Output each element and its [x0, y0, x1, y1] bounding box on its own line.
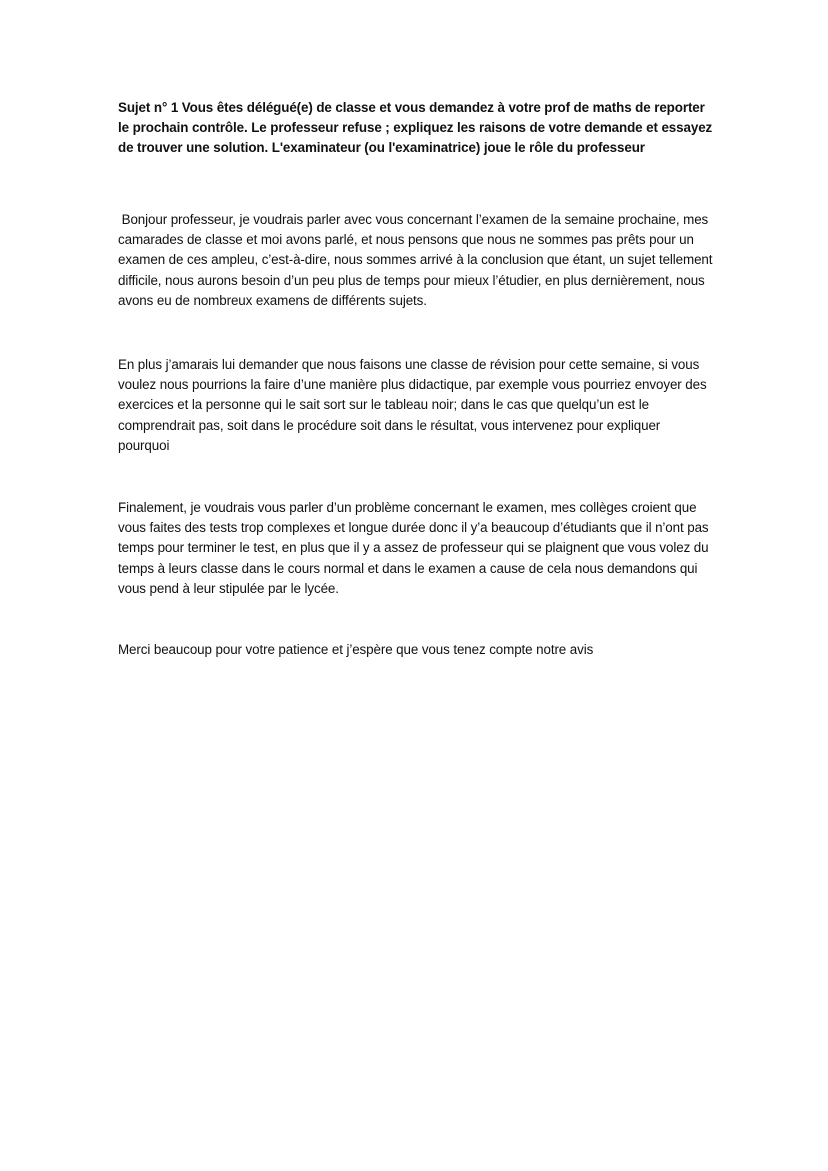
paragraph-greeting: Bonjour professeur, je voudrais parler avec vous concernant l’examen de la semaine prochaine, mes camarades de classe et moi avons parlé, et nous pensons que nous ne sommes pas prêts pour un examen de ces ampleu, c’est-à-dire, nous sommes arrivé à la conclusion que étant, un sujet tellement difficile, nous aurons besoin d’un peu plus de temps pour mieux l’étudier, en plus dernièrement, nous avons eu de nombreux examens de différents sujets. — [118, 212, 717, 308]
paragraph-closing: Merci beaucoup pour votre patience et j’espère que vous tenez compte notre avis — [118, 642, 594, 657]
paragraph-exam-problem: Finalement, je voudrais vous parler d’un problème concernant le examen, mes collèges croient que vous faites des tests trop complexes et longue durée donc il y’a beaucoup d’étudiants que il n’ont pas temps pour terminer le test, en plus que il y a assez de professeur qui se plaignent que vous volez du temps à leurs classe dans le cours normal et dans le examen a cause de cela nous demandons qui vous pend à leur stipulée par le lycée. — [118, 500, 709, 596]
paragraph-revision-class: En plus j’amarais lui demander que nous faisons une classe de révision pour cette semaine, si vous voulez nous pourrions la faire d’une manière plus didactique, par exemple vous pourriez envoyer des exercices et la personne qui le sait sort sur le tableau noir; dans le cas que quelqu’un est le comprendrait pas, soit dans le procédure soit dans le résultat, vous intervenez pour expliquer pourquoi — [118, 357, 707, 453]
subject-heading: Sujet n° 1 Vous êtes délégué(e) de classe et vous demandez à votre prof de maths de reporter le prochain contrôle. Le professeur refuse ; expliquez les raisons de votre demande et essayez de trouver une solution. L'examinateur (ou l'examinatrice) joue le rôle du professeur — [118, 100, 713, 156]
